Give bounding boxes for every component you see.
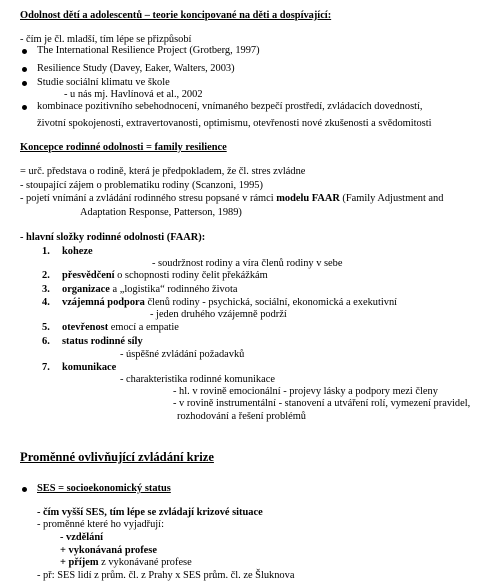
faar-item-5: otevřenost emocí a empatie (62, 322, 179, 333)
faar-model-name: modelu FAAR (276, 193, 340, 204)
ses-variable-1: - vzdělání (60, 532, 104, 543)
faar-item-7-sub-a: - hl. v rovině emocionální - projevy lásky a podpory mezi členy (173, 386, 438, 397)
faar-item-4: vzájemná podpora členů rodiny - psychická, sociální, ekonomická a exekutivní (62, 297, 398, 308)
section2-heading: Koncepce rodinné odolnosti = family resilience (20, 142, 227, 153)
bullet-dot (22, 81, 27, 86)
faar-item-1: koheze (62, 246, 93, 257)
faar-item-7: komunikace (62, 362, 117, 373)
ses-example: - př: SES lidí z prům. čl. z Prahy x SES prům. čl. ze Šluknova (37, 570, 295, 581)
item-number: 2. (42, 270, 50, 281)
faar-item-6-sub: - úspěšné zvládání požadavků (120, 349, 245, 360)
section1-long-bullet-line1: kombinace pozitivního sebehodnocení, vnímaného bezpečí prostředí, zvládacích dovedností, (37, 101, 423, 112)
faar-item-7-sub-c: rozhodování a řešení problémů (177, 411, 306, 422)
item-number: 1. (42, 246, 50, 257)
faar-item-1-sub: - soudržnost rodiny a víra členů rodiny v sebe (152, 258, 343, 269)
section1-intro: - čím je čl. mladší, tím lépe se přizpůsobí (20, 34, 192, 45)
item-number: 4. (42, 297, 50, 308)
section1-bullet-2: Resilience Study (Davey, Eaker, Walters, 2003) (37, 63, 235, 74)
bullet-dot (22, 487, 27, 492)
section3-heading: - hlavní složky rodinné odolnosti (FAAR): (20, 232, 206, 243)
section2-line-2: - stoupající zájem o problematiku rodiny (Scanzoni, 1995) (20, 180, 263, 191)
ses-definition: SES = socioekonomický status (37, 483, 171, 494)
ses-variable-3: + příjem z vykonávané profese (60, 557, 192, 568)
item-number: 7. (42, 362, 50, 373)
faar-pre-text: - pojetí vnímání a zvládání rodinného stresu popsané v rámci (20, 193, 277, 204)
bullet-dot (22, 105, 27, 110)
faar-post-text: (Family Adjustment and (339, 193, 444, 204)
section1-heading: Odolnost dětí a adolescentů – teorie koncipované na děti a dospívající: (20, 10, 332, 21)
section1-long-bullet-line2: životní spokojenosti, extravertovanosti, optimismu, otevřenosti nové zkušenosti a svědomitosti (37, 118, 432, 129)
item-number: 3. (42, 284, 50, 295)
bullet-dot (22, 49, 27, 54)
faar-item-4-sub: - jeden druhého vzájemně podrží (150, 309, 287, 320)
ses-line-1: - čím vyšší SES, tím lépe se zvládají krizové situace (37, 507, 263, 518)
faar-item-7-sub: - charakteristika rodinné komunikace (120, 374, 275, 385)
section2-faar-line (20, 193, 443, 205)
section4-heading: Proměnné ovlivňující zvládání krize (20, 450, 214, 464)
section2-line-1: = urč. představa o rodině, která je předpokladem, že čl. stres zvládne (20, 166, 306, 177)
item-number: 6. (42, 336, 50, 347)
faar-item-6: status rodinné síly (62, 336, 143, 347)
faar-item-3: organizace a „logistika“ rodinného života (62, 284, 238, 295)
ses-line-2: - proměnné které ho vyjadřují: (37, 519, 164, 530)
section2-faar-continuation: Adaptation Response, Patterson, 1989) (80, 207, 242, 218)
section1-sub: - u nás mj. Havlínová et al., 2002 (64, 89, 203, 100)
faar-item-7-sub-b: - v rovině instrumentální - stanovení a utváření rolí, vymezení pravidel, (173, 398, 471, 409)
section1-bullet-3: Studie sociální klimatu ve škole (37, 77, 170, 88)
bullet-dot (22, 67, 27, 72)
section1-bullet-1: The International Resilience Project (Grotberg, 1997) (37, 45, 260, 56)
faar-item-2: přesvědčení o schopnosti rodiny čelit překážkám (62, 270, 268, 281)
ses-variable-2: + vykonávaná profese (60, 545, 157, 556)
item-number: 5. (42, 322, 50, 333)
